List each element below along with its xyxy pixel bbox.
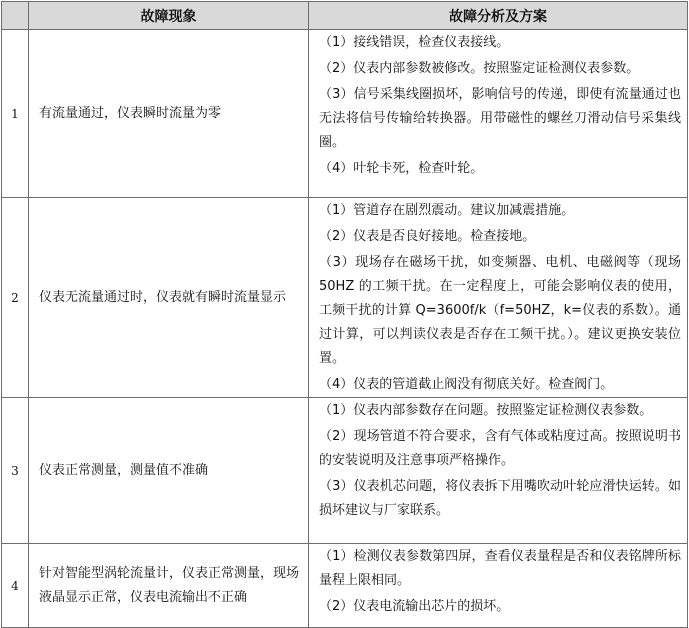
row-symptom: 针对智能型涡轮流量计，仪表正常测量，现场液晶显示正常，仪表电流输出不正确 xyxy=(29,544,309,628)
table-row xyxy=(2,398,688,544)
analysis-item: （2）仪表内部参数被修改。按照鉴定证检测仪表参数。 xyxy=(319,61,640,76)
analysis-item: （3）现场存在磁场干扰，如变频器、电机、电磁阀等（现场 50HZ 的工频干扰。在一定程度上，可能会影响仪表的使用，工频干扰的计算 Q=3600f/k（f=50HZ，k=仪表的系数）。通过计算，可以判读仪表是否存在工频干扰。）。建议更换安装位置。 xyxy=(319,255,681,366)
row-symptom: 仪表无流量通过时，仪表就有瞬时流量显示 xyxy=(29,198,309,398)
row-analysis xyxy=(309,544,688,628)
table-row xyxy=(2,30,688,198)
analysis-item: （1）接线错误，检查仪表接线。 xyxy=(319,35,510,50)
analysis-item: （4）仪表的管道截止阀没有彻底关好。检查阀门。 xyxy=(319,377,614,392)
row-index: 1 xyxy=(2,30,29,198)
analysis-item: （3）仪表机芯问题，将仪表拆下用嘴吹动叶轮应滑快运转。如损坏建议与厂家联系。 xyxy=(319,479,681,518)
table-row xyxy=(2,198,688,398)
row-analysis xyxy=(309,198,688,398)
row-analysis xyxy=(309,398,688,544)
analysis-item: （1）检测仪表参数第四屏，查看仪表量程是否和仪表铭牌所标量程上限相同。 xyxy=(319,549,681,588)
header-analysis: 故障分析及方案 xyxy=(309,2,688,30)
table-row xyxy=(2,544,688,628)
row-symptom: 仪表正常测量，测量值不准确 xyxy=(29,398,309,544)
row-index: 2 xyxy=(2,198,29,398)
row-analysis xyxy=(309,30,688,198)
row-symptom: 有流量通过，仪表瞬时流量为零 xyxy=(29,30,309,198)
analysis-item: （3）信号采集线圈损坏，影响信号的传递，即使有流量通过也无法将信号传输给转换器。用带磁性的螺丝刀滑动信号采集线圈。 xyxy=(319,87,681,150)
analysis-item: （2）仪表是否良好接地。检查接地。 xyxy=(319,229,536,244)
analysis-item: （2）仪表电流输出芯片的损坏。 xyxy=(319,599,510,614)
analysis-item: （1）仪表内部参数存在问题。按照鉴定证检测仪表参数。 xyxy=(319,403,653,418)
analysis-item: （1）管道存在剧烈震动。建议加减震措施。 xyxy=(319,203,575,218)
analysis-item: （2）现场管道不符合要求，含有气体或粘度过高。按照说明书的安装说明及注意事项严格操作。 xyxy=(319,429,681,468)
header-index xyxy=(2,2,29,30)
header-row xyxy=(2,2,688,30)
row-index: 4 xyxy=(2,544,29,628)
row-index: 3 xyxy=(2,398,29,544)
fault-table xyxy=(1,1,688,628)
header-symptom: 故障现象 xyxy=(29,2,309,30)
analysis-item: （4）叶轮卡死，检查叶轮。 xyxy=(319,161,484,176)
